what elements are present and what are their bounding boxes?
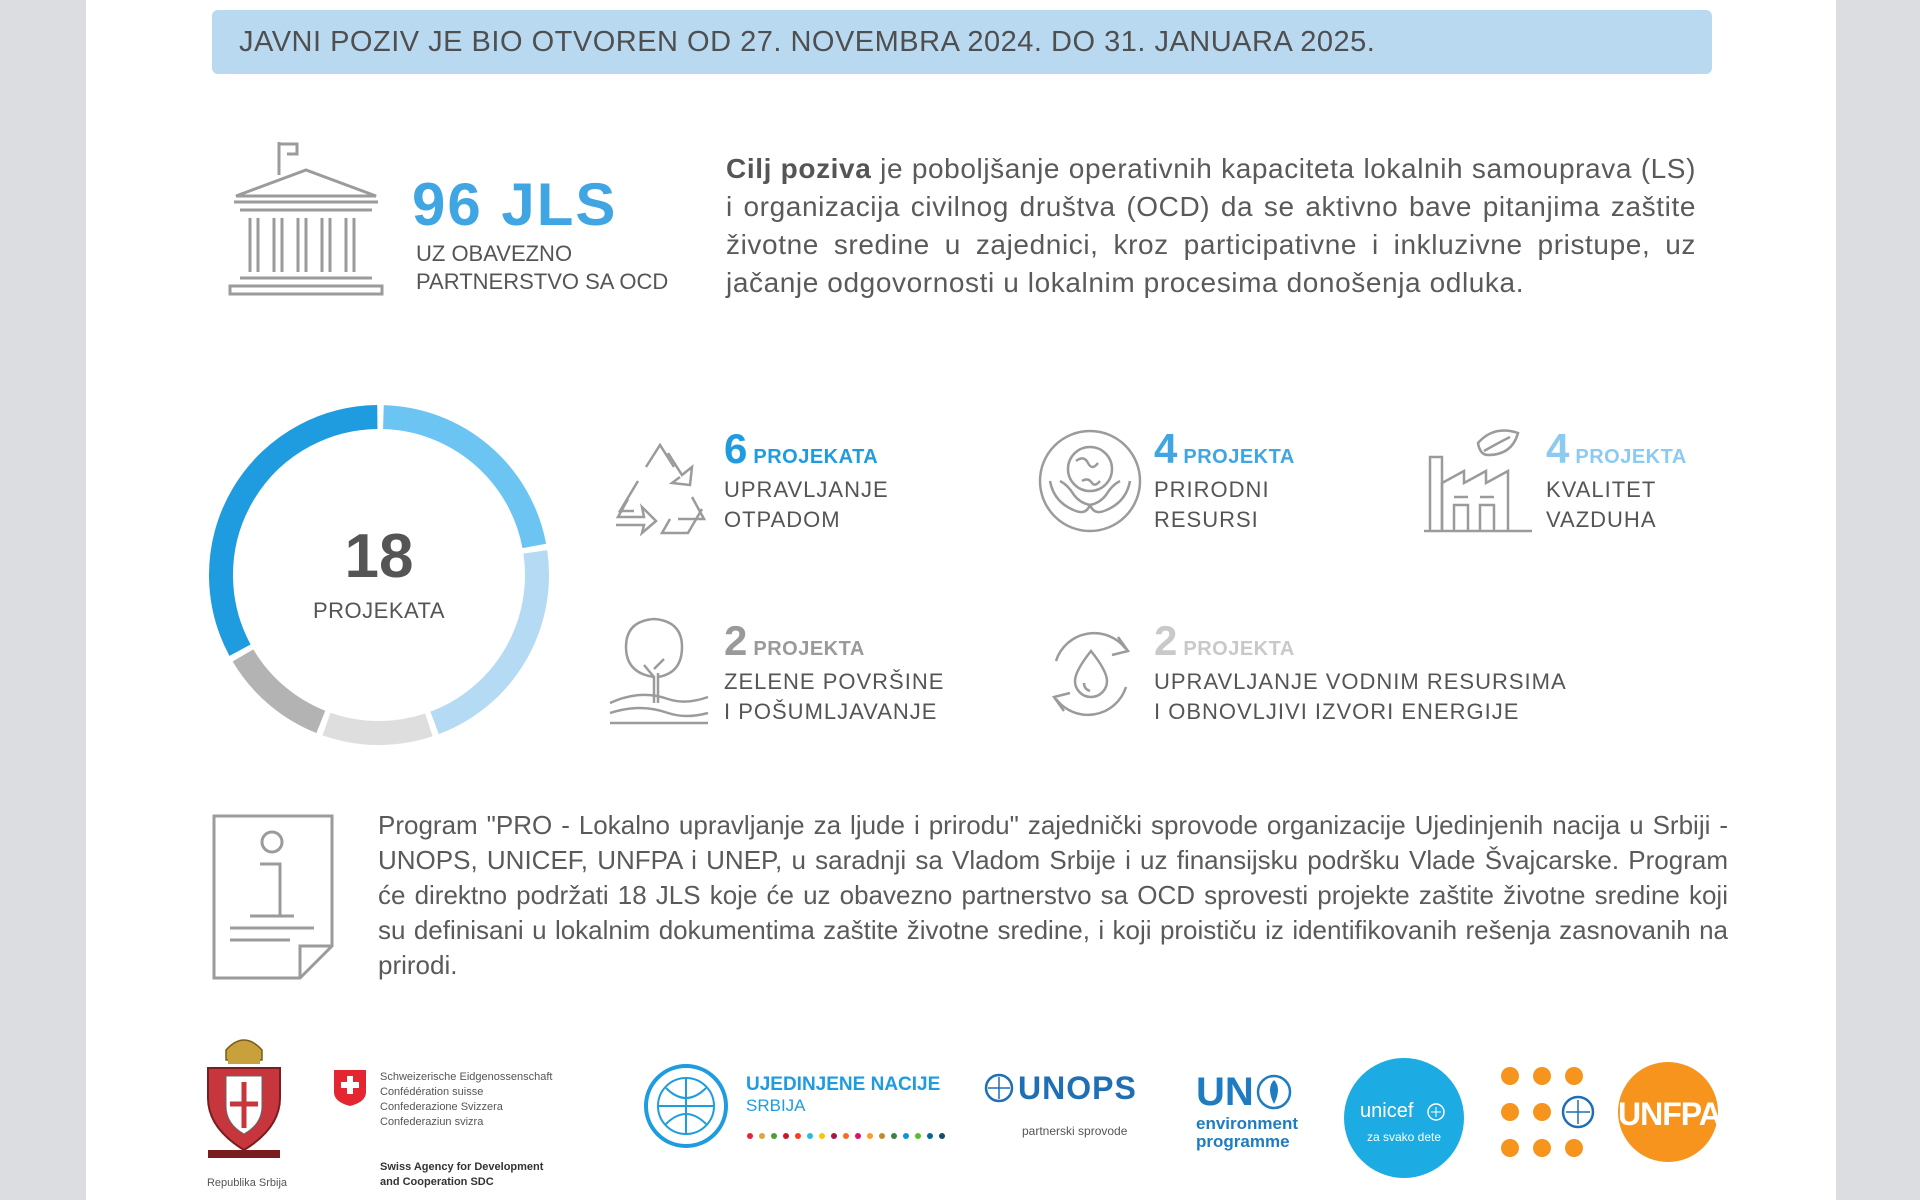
municipalities-caption: UZ OBAVEZNO PARTNERSTVO SA OCD: [416, 241, 669, 294]
unfpa-dots-icon: [1496, 1062, 1606, 1172]
water-energy-unit: PROJEKTA: [1183, 638, 1295, 660]
total-projects-label: PROJEKATA: [312, 598, 446, 623]
swiss-line-1: Schweizerische Eidgenossenschaft: [380, 1071, 553, 1083]
swiss-line-4: Confederaziun svizra: [380, 1116, 484, 1128]
unep-logo: [1196, 1072, 1326, 1152]
water-energy-count: 2: [1154, 617, 1178, 664]
water-cycle-icon: [1038, 621, 1144, 727]
green-areas-label-line2: I POŠUMLJAVANJE: [724, 699, 938, 724]
natural-resources-label-line2: RESURSI: [1154, 507, 1259, 532]
infographic-page: [86, 0, 1836, 1200]
globe-hands-icon: [1038, 429, 1142, 533]
swiss-line-2: Confédération suisse: [380, 1086, 484, 1098]
total-projects-value: 18: [344, 522, 414, 591]
call-period-text: JAVNI POZIV JE BIO OTVOREN OD 27. NOVEMBRA 2024. DO 31. JANUARA 2025.: [239, 25, 1376, 58]
natural-resources-count: 4: [1154, 425, 1178, 472]
natural-resources-label-line1: PRIRODNI: [1154, 477, 1270, 502]
serbia-label: Republika Srbija: [206, 1177, 288, 1189]
unops-logo: [984, 1070, 1164, 1140]
category-air-quality: [1424, 425, 1764, 545]
unops-subtitle: partnerski sprovode: [1022, 1124, 1128, 1138]
serbia-logo: [192, 1030, 302, 1195]
category-waste: [608, 425, 948, 545]
unep-line2: programme: [1196, 1132, 1290, 1151]
unicef-subtitle: za svako dete: [1366, 1130, 1442, 1144]
waste-label-line2: OTPADOM: [724, 507, 841, 532]
serbia-coat-of-arms-icon: [204, 1030, 284, 1170]
unfpa-name: UNFPA: [1618, 1096, 1721, 1132]
green-areas-label-line1: ZELENE POVRŠINE: [724, 669, 945, 694]
un-serbia-line2: SRBIJA: [746, 1096, 806, 1115]
goal-lead: Cilj poziva: [726, 153, 872, 184]
unops-emblem-icon: [984, 1073, 1014, 1103]
air-quality-unit: PROJEKTA: [1575, 446, 1687, 468]
water-energy-label-line2: I OBNOVLJIVI IZVORI ENERGIJE: [1154, 699, 1520, 724]
waste-unit: PROJEKATA: [753, 446, 879, 468]
category-green-areas: [608, 617, 968, 737]
green-areas-unit: PROJEKTA: [753, 638, 865, 660]
unicef-emblem-icon: [1426, 1102, 1446, 1122]
un-serbia-line1: UJEDINJENE NACIJE: [746, 1074, 941, 1095]
info-document-icon: [210, 812, 336, 982]
un-emblem-icon: [642, 1062, 730, 1150]
goal-text: je poboljšanje operativnih kapaciteta lokalnih samouprava (LS) i organizacija civilnog društva (OCD) da se aktivno bave pitanjima zaštite životne sredine u zajednici, kroz participativne i inkluzivne pristupe, uz jačanje odgovornosti u lokalnim procesima donošenja odluka.: [726, 153, 1696, 298]
swiss-line-3: Confederazione Svizzera: [380, 1101, 503, 1113]
swiss-agency-line-1: Swiss Agency for Development: [380, 1161, 544, 1173]
government-building-icon: [226, 140, 386, 300]
call-period-banner: [212, 10, 1712, 74]
swiss-agency-line-2: and Cooperation SDC: [380, 1176, 494, 1188]
waste-count: 6: [724, 425, 748, 472]
swiss-flag-icon: [332, 1068, 368, 1108]
unfpa-logo: [1496, 1058, 1816, 1178]
unops-name: UNOPS: [1018, 1070, 1137, 1106]
water-energy-label-line1: UPRAVLJANJE VODNIM RESURSIMA: [1154, 669, 1567, 694]
recycle-icon: [608, 437, 712, 541]
category-natural-resources: [1038, 425, 1378, 545]
unep-line1: environment: [1196, 1114, 1299, 1133]
unicef-name: unicef: [1360, 1100, 1414, 1122]
air-quality-label-line2: VAZDUHA: [1546, 507, 1657, 532]
unep-emblem-icon: [1256, 1074, 1292, 1110]
donut-center: [194, 390, 564, 760]
swiss-sdc-logo: [332, 1068, 622, 1198]
un-serbia-logo: [642, 1062, 942, 1152]
sdg-color-strip: [746, 1132, 946, 1140]
call-goal-paragraph: [726, 150, 1696, 302]
category-water-energy: [1038, 617, 1598, 737]
unicef-logo: [1344, 1058, 1464, 1178]
air-quality-count: 4: [1546, 425, 1570, 472]
program-info-paragraph: Program "PRO - Lokalno upravljanje za ljude i prirodu" zajednički sprovode organizacije Ujedinjenih nacija u Srbiji - UNOPS, UNICEF, UNFPA i UNEP, u saradnji sa Vladom Srbije i uz finansijsku podršku Vlade Švajcarske. Program će direktno podržati 18 JLS koje će uz obavezno partnerstvo sa OCD sprovesti projekte zaštite životne sredine koji su definisani u lokalnim dokumentima zaštite životne sredine, i koji proističu iz identifikovanih rešenja zasnovanih na prirodi.: [378, 810, 1728, 980]
factory-leaf-icon: [1424, 427, 1532, 535]
natural-resources-unit: PROJEKTA: [1183, 446, 1295, 468]
green-areas-count: 2: [724, 617, 748, 664]
air-quality-label-line1: KVALITET: [1546, 477, 1657, 502]
waste-label-line1: UPRAVLJANJE: [724, 477, 889, 502]
tree-icon: [608, 617, 712, 727]
unep-un: UN: [1196, 1070, 1254, 1114]
unfpa-badge: [1618, 1062, 1721, 1162]
municipalities-count: 96 JLS: [412, 171, 618, 238]
